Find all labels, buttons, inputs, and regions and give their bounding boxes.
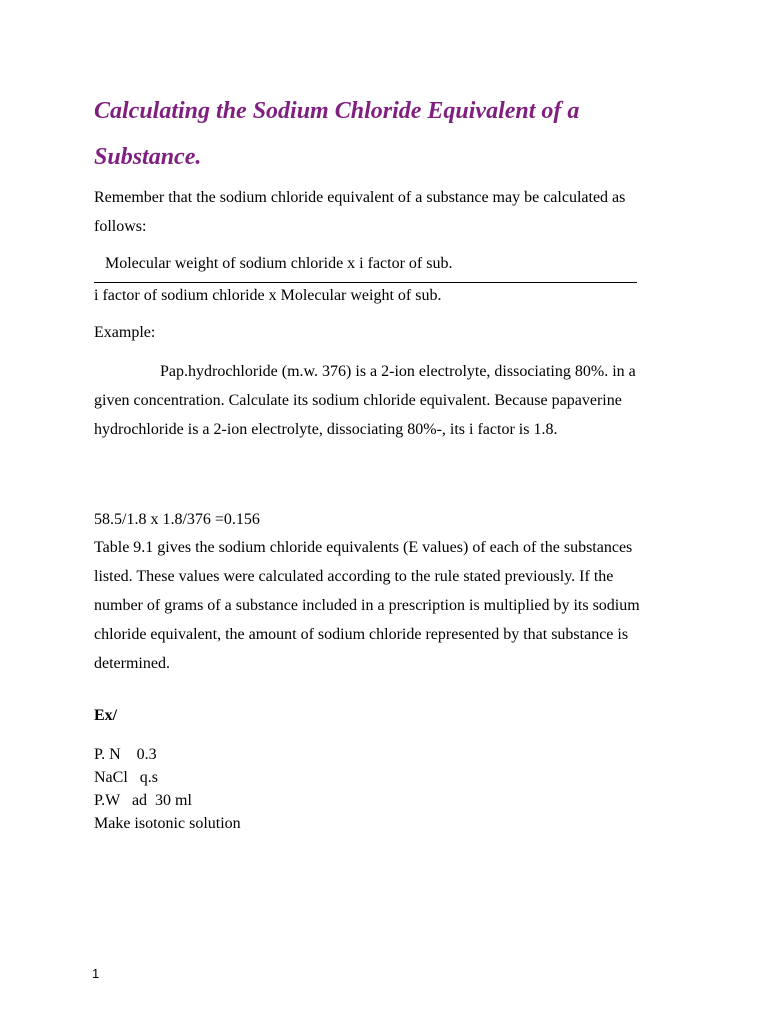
formula-denominator: i factor of sodium chloride x Molecular weight of sub. <box>94 287 442 304</box>
example-paragraph <box>94 357 654 444</box>
intro-paragraph: Remember that the sodium chloride equivalent of a substance may be calculated as follows: <box>94 189 626 235</box>
prescription-line: P.W ad 30 ml <box>94 792 192 809</box>
prescription-block <box>94 743 241 835</box>
ex-label: Ex/ <box>94 707 118 724</box>
calculation-line: 58.5/1.8 x 1.8/376 =0.156 <box>94 511 260 528</box>
prescription-line: Make isotonic solution <box>94 815 241 832</box>
page-number: 1 <box>92 966 100 981</box>
prescription-line: NaCl q.s <box>94 769 158 786</box>
document-title: Calculating the Sodium Chloride Equivalent of a Substance. <box>94 98 580 170</box>
example-label: Example: <box>94 324 156 341</box>
formula-numerator: Molecular weight of sodium chloride x i factor of sub. <box>105 255 453 272</box>
prescription-line: P. N 0.3 <box>94 746 157 763</box>
table-paragraph: Table 9.1 gives the sodium chloride equivalents (E values) of each of the substances listed. These values were calculated according to the rule stated previously. If the number of grams of a substance included in a prescription is multiplied by its sodium chloride equivalent, the amount of sodium chloride represented by that substance is determined. <box>94 539 640 672</box>
example-text: Pap.hydrochloride (m.w. 376) is a 2-ion electrolyte, dissociating 80%. in a given concentration. Calculate its sodium chloride equivalent. Because papaverine hydrochloride is a 2-ion electrolyte, dissociating 80%-, its i factor is 1.8. <box>94 363 636 438</box>
